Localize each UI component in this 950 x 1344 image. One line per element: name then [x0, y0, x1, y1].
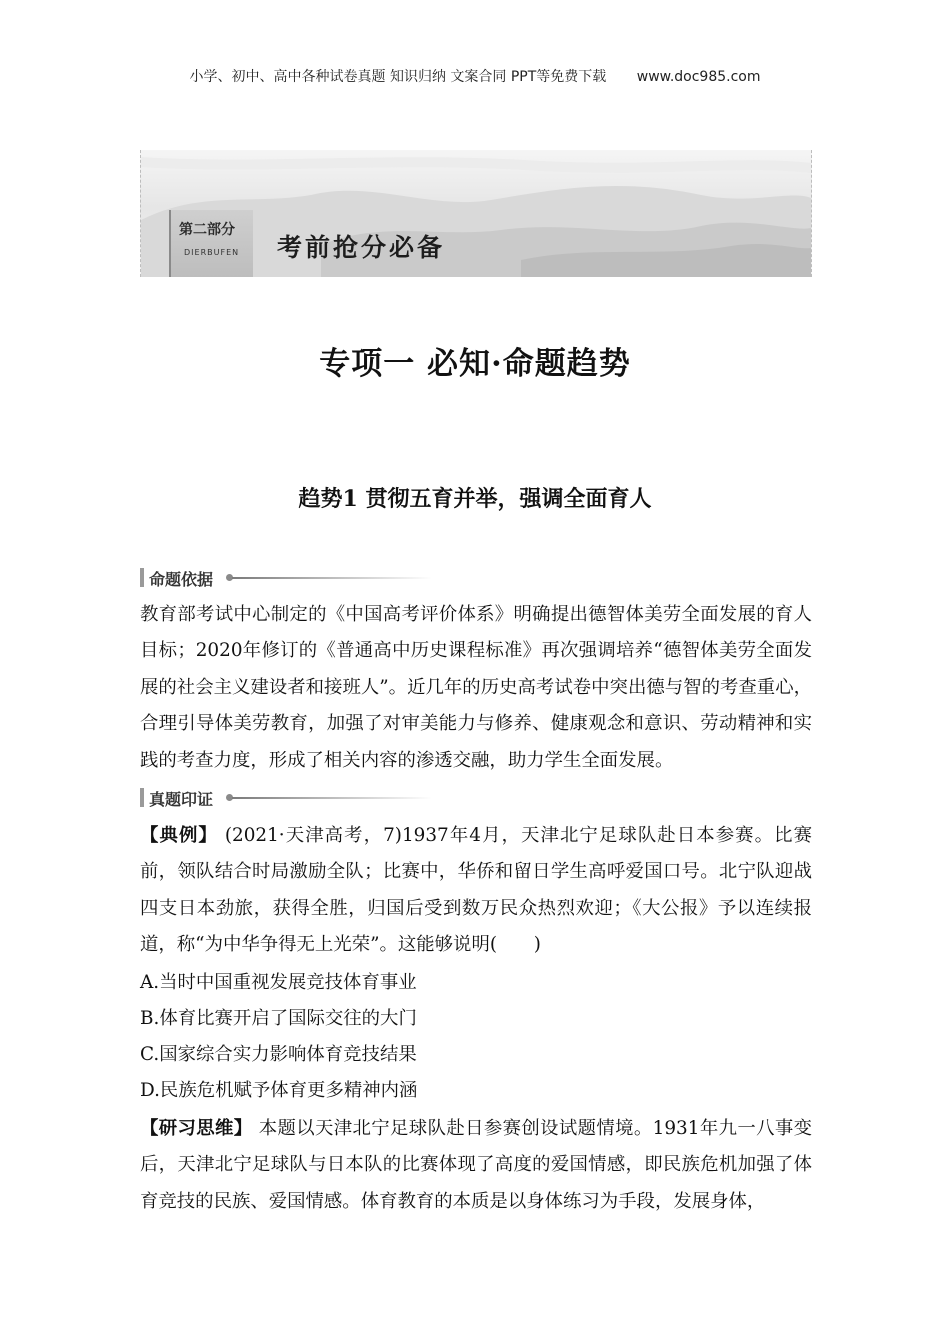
exam-heading-label: 真题印证 — [149, 790, 214, 809]
example-paragraph — [140, 818, 812, 964]
option-d: D.民族危机赋予体育更多精神内涵 — [140, 1080, 418, 1101]
banner-site-link[interactable]: www.doc985.com — [636, 69, 761, 85]
basis-heading-label: 命题依据 — [149, 570, 214, 589]
analysis-label: 【研习思维】 — [140, 1118, 253, 1139]
part-badge-label: 第二部分 — [179, 222, 235, 238]
header-banner — [0, 66, 950, 86]
heading-divider — [232, 577, 432, 579]
heading-divider — [232, 797, 432, 799]
analysis-text: 本题以天津北宁足球队赴日参赛创设试题情境。1931年九一八事变后，天津北宁足球队与日本队的比赛体现了高度的爱国情感，即民族危机加强了体育竞技的民族、爱国情感。体育教育的本质是以身体练习为手段，发展身体， — [140, 1118, 812, 1212]
example-text: (2021·天津高考，7)1937年4月，天津北宁足球队赴日本参赛。比赛前，领队结合时局激励全队；比赛中，华侨和留日学生高呼爱国口号。北宁队迎战四支日本劲旅，获得全胜，归国后受到数万民众热烈欢迎；《大公报》予以连续报道，称“为中华争得无上光荣”。这能够说明( ) — [140, 825, 812, 956]
option-a: A.当时中国重视发展竞技体育事业 — [140, 972, 417, 993]
part-badge — [169, 210, 253, 277]
option-b: B.体育比赛开启了国际交往的大门 — [140, 1008, 417, 1029]
section-title: 趋势1 贯彻五育并举，强调全面育人 — [298, 486, 652, 512]
analysis-paragraph — [140, 1111, 812, 1220]
option-c: C.国家综合实力影响体育竞技结果 — [140, 1044, 417, 1065]
example-label: 【典例】 — [140, 825, 218, 846]
part-title: 考前抢分必备 — [277, 233, 446, 262]
banner-text: 小学、初中、高中各种试卷真题 知识归纳 文案合同 PPT等免费下载 — [189, 69, 607, 85]
part-banner — [140, 150, 812, 277]
heading-bar — [140, 788, 144, 807]
heading-bar — [140, 568, 144, 587]
page-title: 专项一 必知·命题趋势 — [319, 346, 631, 382]
exam-heading — [140, 786, 430, 810]
basis-paragraph: 教育部考试中心制定的《中国高考评价体系》明确提出德智体美劳全面发展的育人目标；2020年修订的《普通高中历史课程标准》再次强调培养“德智体美劳全面发展的社会主义建设者和接班人”。近几年的历史高考试卷中突出德与智的考查重心，合理引导体美劳教育，加强了对审美能力与修养、健康观念和意识、劳动精神和实践的考查力度，形成了相关内容的渗透交融，助力学生全面发展。 — [140, 604, 812, 771]
basis-heading — [140, 566, 430, 590]
part-badge-pinyin: DIERBUFEN — [184, 248, 240, 257]
